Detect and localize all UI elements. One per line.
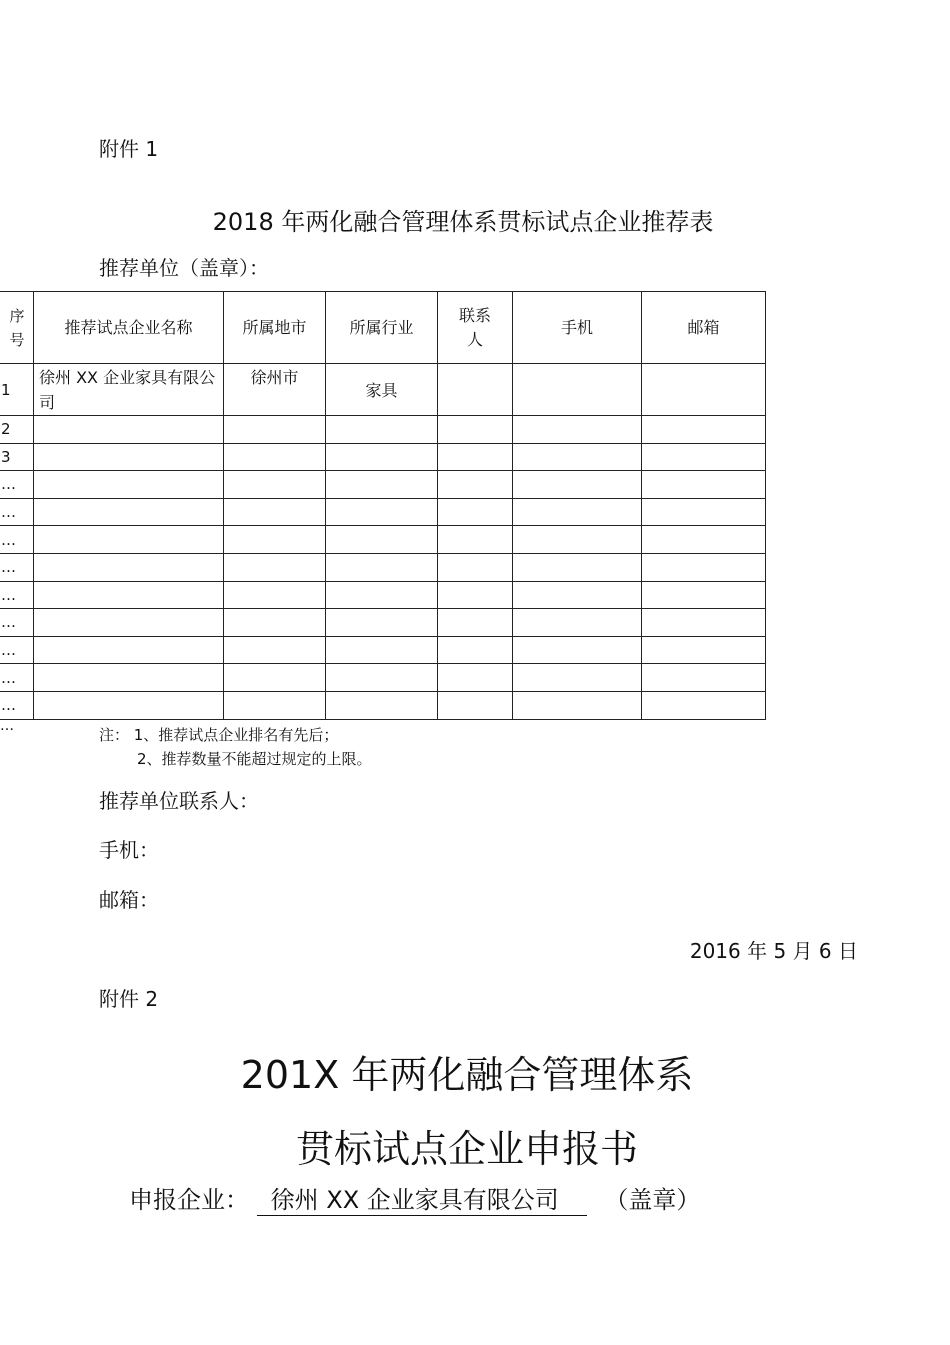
table-cell (438, 416, 513, 444)
attachment-1-label: 附件 1 (99, 137, 159, 161)
row-seq: … (0, 581, 34, 609)
email-cell (642, 364, 766, 416)
header-company-name: 推荐试点企业名称 (34, 292, 224, 364)
table-cell (224, 416, 326, 444)
table-cell (224, 526, 326, 554)
contact-person-label: 推荐单位联系人： (99, 789, 259, 813)
table-cell (34, 553, 224, 581)
city-cell: 徐州市 (224, 364, 326, 416)
email-label: 邮箱： (99, 888, 159, 912)
table-cell (642, 581, 766, 609)
table-row (0, 691, 766, 719)
table-cell (326, 553, 438, 581)
table-cell (224, 498, 326, 526)
table-cell (642, 526, 766, 554)
table-cell (513, 664, 642, 692)
table-cell (224, 443, 326, 471)
seal-note: （盖章） (604, 1186, 701, 1214)
table-cell (438, 553, 513, 581)
row-seq: 2 (0, 416, 34, 444)
table-cell (438, 664, 513, 692)
table-row (0, 416, 766, 444)
row-seq: 3 (0, 443, 34, 471)
note-2: 2、推荐数量不能超过规定的上限。 (137, 750, 372, 768)
header-email: 邮箱 (642, 292, 766, 364)
industry-cell: 家具 (326, 364, 438, 416)
table-row (0, 526, 766, 554)
applicant-company: 徐州 XX 企业家具有限公司 (257, 1180, 587, 1216)
table-cell (438, 636, 513, 664)
table-cell (513, 691, 642, 719)
table-cell (326, 471, 438, 499)
row-seq: … (0, 498, 34, 526)
table-cell (438, 498, 513, 526)
table-cell (438, 581, 513, 609)
row-seq: … (0, 636, 34, 664)
table-cell (224, 471, 326, 499)
table-cell (642, 691, 766, 719)
header-seq-line2: 号 (9, 330, 25, 349)
trailing-seq: … (0, 718, 14, 734)
table-cell (513, 416, 642, 444)
table-cell (34, 526, 224, 554)
table-cell (438, 609, 513, 637)
row-seq: … (0, 526, 34, 554)
table-cell (34, 581, 224, 609)
phone-cell (513, 364, 642, 416)
table-cell (326, 636, 438, 664)
table-cell (513, 581, 642, 609)
table-cell (326, 664, 438, 692)
table-cell (34, 609, 224, 637)
row-seq: … (0, 691, 34, 719)
row-seq: 1 (0, 364, 34, 416)
recommendation-table (0, 291, 766, 720)
applicant-line (129, 1180, 700, 1216)
table-cell (513, 609, 642, 637)
note-1: 注： 1、推荐试点企业排名有先后； (99, 726, 339, 744)
header-seq-line1: 序 (9, 306, 25, 325)
table-cell (326, 526, 438, 554)
table-cell (642, 553, 766, 581)
table-cell (642, 471, 766, 499)
table-cell (642, 609, 766, 637)
table-cell (513, 636, 642, 664)
table-cell (224, 664, 326, 692)
recommender-unit-label: 推荐单位（盖章）： (99, 256, 269, 280)
header-contact-line2: 人 (466, 329, 483, 349)
header-phone: 手机 (513, 292, 642, 364)
applicant-label: 申报企业： (129, 1186, 249, 1214)
recommendation-form-title: 2018 年两化融合管理体系贯标试点企业推荐表 (212, 208, 714, 236)
table-cell (642, 416, 766, 444)
table-cell (34, 471, 224, 499)
row-seq: … (0, 471, 34, 499)
table-cell (224, 691, 326, 719)
table-row (0, 581, 766, 609)
table-cell (642, 636, 766, 664)
table-cell (513, 443, 642, 471)
header-contact-line1: 联系 (458, 305, 491, 325)
application-title-line2: 贯标试点企业申报书 (295, 1127, 638, 1171)
table-cell (642, 443, 766, 471)
phone-label: 手机： (99, 838, 159, 862)
contact-cell (438, 364, 513, 416)
table-cell (326, 443, 438, 471)
table-cell (34, 498, 224, 526)
table-cell (642, 664, 766, 692)
row-seq: … (0, 664, 34, 692)
table-cell (224, 581, 326, 609)
table-cell (34, 691, 224, 719)
date-text: 2016 年 5 月 6 日 (689, 939, 858, 963)
table-cell (438, 526, 513, 554)
table-cell (513, 498, 642, 526)
table-row (0, 553, 766, 581)
header-industry: 所属行业 (326, 292, 438, 364)
table-cell (438, 691, 513, 719)
attachment-2-label: 附件 2 (99, 987, 159, 1011)
row-seq: … (0, 553, 34, 581)
table-cell (438, 443, 513, 471)
table-cell (34, 664, 224, 692)
table-cell (34, 416, 224, 444)
table-cell (224, 553, 326, 581)
table-cell (326, 416, 438, 444)
table-row (0, 636, 766, 664)
company-name-cell: 徐州 XX 企业家具有限公司 (34, 364, 224, 416)
table-cell (513, 471, 642, 499)
table-cell (513, 526, 642, 554)
application-title-line1: 201X 年两化融合管理体系 (240, 1053, 694, 1097)
table-header-row (0, 292, 766, 364)
row-seq: … (0, 609, 34, 637)
header-city: 所属地市 (224, 292, 326, 364)
table-cell (513, 553, 642, 581)
header-seq (0, 292, 34, 364)
table-row (0, 364, 766, 416)
table-row (0, 498, 766, 526)
table-cell (326, 691, 438, 719)
table-cell (326, 609, 438, 637)
table-cell (326, 581, 438, 609)
table-cell (224, 636, 326, 664)
table-cell (326, 498, 438, 526)
table-cell (438, 471, 513, 499)
table-cell (34, 636, 224, 664)
table-cell (224, 609, 326, 637)
table-row (0, 609, 766, 637)
table-cell (34, 443, 224, 471)
header-contact (438, 292, 513, 364)
table-row (0, 471, 766, 499)
table-cell (642, 498, 766, 526)
table-row (0, 443, 766, 471)
table-row (0, 664, 766, 692)
